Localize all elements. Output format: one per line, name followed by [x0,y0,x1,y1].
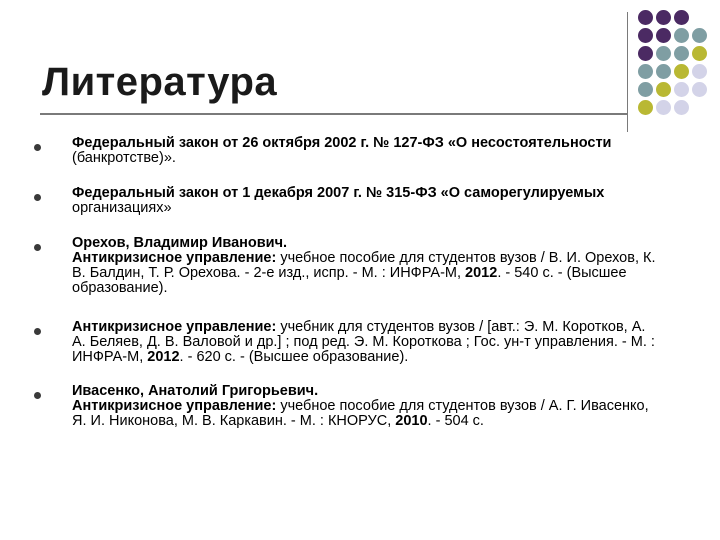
reference-text: . - 620 с. - (Высшее образование). [179,349,409,365]
decor-dot [656,28,671,43]
reference-author: Орехов, Владимир Иванович. [72,235,288,251]
reference-text: В. Балдин, Т. Р. Орехова. - 2-е изд., испр. - М. : ИНФРА-М, [72,265,466,281]
decor-dot [638,100,653,115]
reference-text: организациях» [72,200,172,216]
bullet-icon [34,194,41,201]
reference-author: Ивасенко, Анатолий Григорьевич. [72,383,319,399]
decor-dot [638,64,653,79]
decor-dot [638,82,653,97]
decor-dot [674,82,689,97]
reference-text: А. Беляев, Д. В. Валовой и др.] ; под ред. Э. М. Короткова ; Гос. ун-т управления. - М. : [72,334,655,350]
reference-text: учебник для студентов вузов / [авт.: Э. М. Коротков, А. [276,319,646,335]
decor-dot [674,64,689,79]
decor-dot [692,82,707,97]
vertical-divider [627,12,628,132]
decor-dot [692,28,707,43]
reference-text: учебное пособие для студентов вузов / А. Г. Ивасенко, [276,398,649,414]
decor-dot [674,10,689,25]
reference-title: Антикризисное управление: [72,398,277,414]
reference-text: ИНФРА-М, [72,349,148,365]
decorative-dot-grid [636,8,716,123]
reference-year: 2012 [465,265,498,281]
bullet-icon [34,244,41,251]
decor-dot [638,10,653,25]
decor-dot [638,46,653,61]
reference-text: учебное пособие для студентов вузов / В. И. Орехов, К. [276,250,656,266]
reference-title: Антикризисное управление: [72,250,277,266]
decor-dot [656,46,671,61]
reference-text: образование). [72,280,168,296]
decor-dot [692,64,707,79]
decor-dot [638,28,653,43]
bullet-icon [34,328,41,335]
reference-text-bold: Федеральный закон от 26 октября 2002 г. № 127-ФЗ «О несостоятельности [72,135,612,151]
reference-text: Я. И. Никонова, М. В. Каркавин. - М. : КНОРУС, [72,413,396,429]
reference-year: 2012 [147,349,180,365]
decor-dot [674,28,689,43]
bullet-icon [34,392,41,399]
slide-title: Литература [42,60,278,104]
decor-dot [674,100,689,115]
reference-text-bold: Федеральный закон от 1 декабря 2007 г. № 315-ФЗ «О саморегулируемых [72,185,605,201]
decor-dot [692,46,707,61]
decor-dot [656,64,671,79]
decor-dot [656,10,671,25]
title-underline [40,113,628,115]
decor-dot [674,46,689,61]
decor-dot [656,100,671,115]
bullet-icon [34,144,41,151]
reference-year: 2010 [395,413,428,429]
reference-title: Антикризисное управление: [72,319,277,335]
decor-dot [656,82,671,97]
reference-text: (банкротстве)». [72,150,176,166]
reference-text: . - 504 с. [427,413,484,429]
reference-text: . - 540 с. - (Высшее [497,265,627,281]
